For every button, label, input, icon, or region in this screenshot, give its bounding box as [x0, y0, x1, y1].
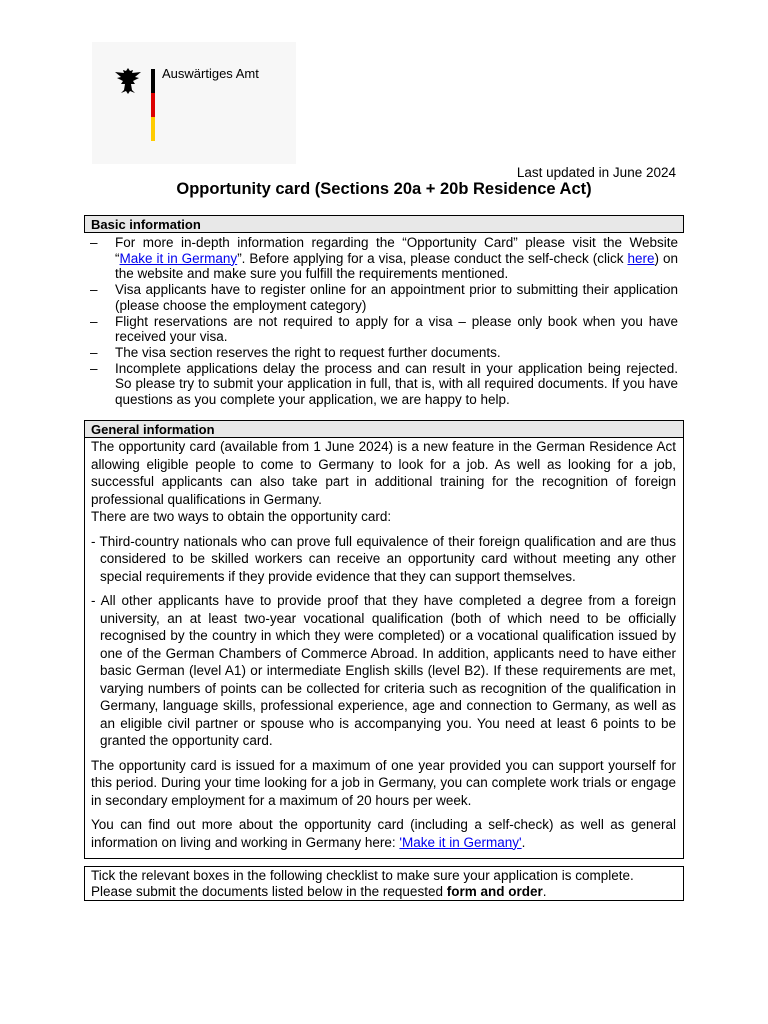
last-updated: Last updated in June 2024 — [516, 165, 676, 180]
basic-info-list — [90, 235, 678, 408]
federal-eagle-icon — [113, 66, 143, 96]
list-item: – For more in-depth information regarding the “Opportunity Card” please visit the Website “Make it in Germany”. Before applying for a visa, please conduct the self-check (click here) on the website and make sure you fulfill the requirements mentioned. — [90, 235, 678, 282]
list-item: – Visa applicants have to register online for an appointment prior to submitting their application (please choose the employment category) — [90, 282, 678, 313]
general-info-heading: General information — [84, 420, 684, 438]
general-paragraph: The opportunity card is issued for a maximum of one year provided you can support yourself for this period. During your time looking for a job in Germany, you can complete work trials or engage in secondary employment for a maximum of 20 hours per week. — [91, 757, 676, 808]
list-item: – Incomplete applications delay the process and can result in your application being rejected. So please try to submit your application in full, that is, with all required documents. If you have questions as you complete your application, we are happy to help. — [90, 360, 678, 408]
make-it-in-germany-link-2[interactable]: 'Make it in Germany' — [399, 834, 522, 850]
german-flag-bar — [151, 69, 155, 141]
list-item: – Flight reservations are not required to apply for a visa – please only book when you have received your visa. — [90, 313, 678, 345]
general-paragraph: You can find out more about the opportunity card (including a self-check) as well as general information on living and working in Germany here: 'Make it in Germany'. — [91, 817, 676, 850]
list-item: – The visa section reserves the right to request further documents. — [90, 344, 501, 360]
general-paragraph: There are two ways to obtain the opportunity card: — [91, 509, 392, 524]
make-it-in-germany-link[interactable]: Make it in Germany — [119, 250, 238, 266]
basic-info-heading: Basic information — [84, 215, 684, 233]
page-title: Opportunity card (Sections 20a + 20b Residence Act) — [176, 180, 592, 198]
checklist-instructions: Tick the relevant boxes in the following checklist to make sure your application is complete. Please submit the documents listed below in the requested form and order. — [84, 866, 684, 901]
org-name: Auswärtiges Amt — [162, 66, 259, 81]
general-bullet: - Third-country nationals who can prove full equivalence of their foreign qualification and are thus considered to be skilled workers can receive an opportunity card without meeting any other special requirements if they provide evidence that they can support themselves. — [91, 533, 676, 584]
self-check-here-link[interactable]: here — [627, 250, 655, 266]
general-paragraph: The opportunity card (available from 1 June 2024) is a new feature in the German Residence Act allowing eligible people to come to Germany to look for a job. As well as looking for a job, successful applicants can also take part in additional training for the recognition of foreign professional qualifications in Germany. — [91, 439, 676, 507]
general-info-content — [91, 438, 676, 851]
general-bullet: - All other applicants have to provide proof that they have completed a degree from a foreign university, an at least two-year vocational qualification (both of which need to be officially recognised by the country in which they were completed) or a vocational qualification issued by one of the German Chambers of Commerce Abroad. In addition, applicants need to have either basic German (level A1) or intermediate English skills (level B2). If these requirements are met, varying numbers of points can be collected for criteria such as recognition of the qualification in Germany, language skills, professional experience, age and connection to Germany, as well as an eligible civil partner or spouse who is accompanying you. You need at least 6 points to be granted the opportunity card. — [91, 593, 676, 748]
letterhead-logo-area — [92, 42, 296, 164]
